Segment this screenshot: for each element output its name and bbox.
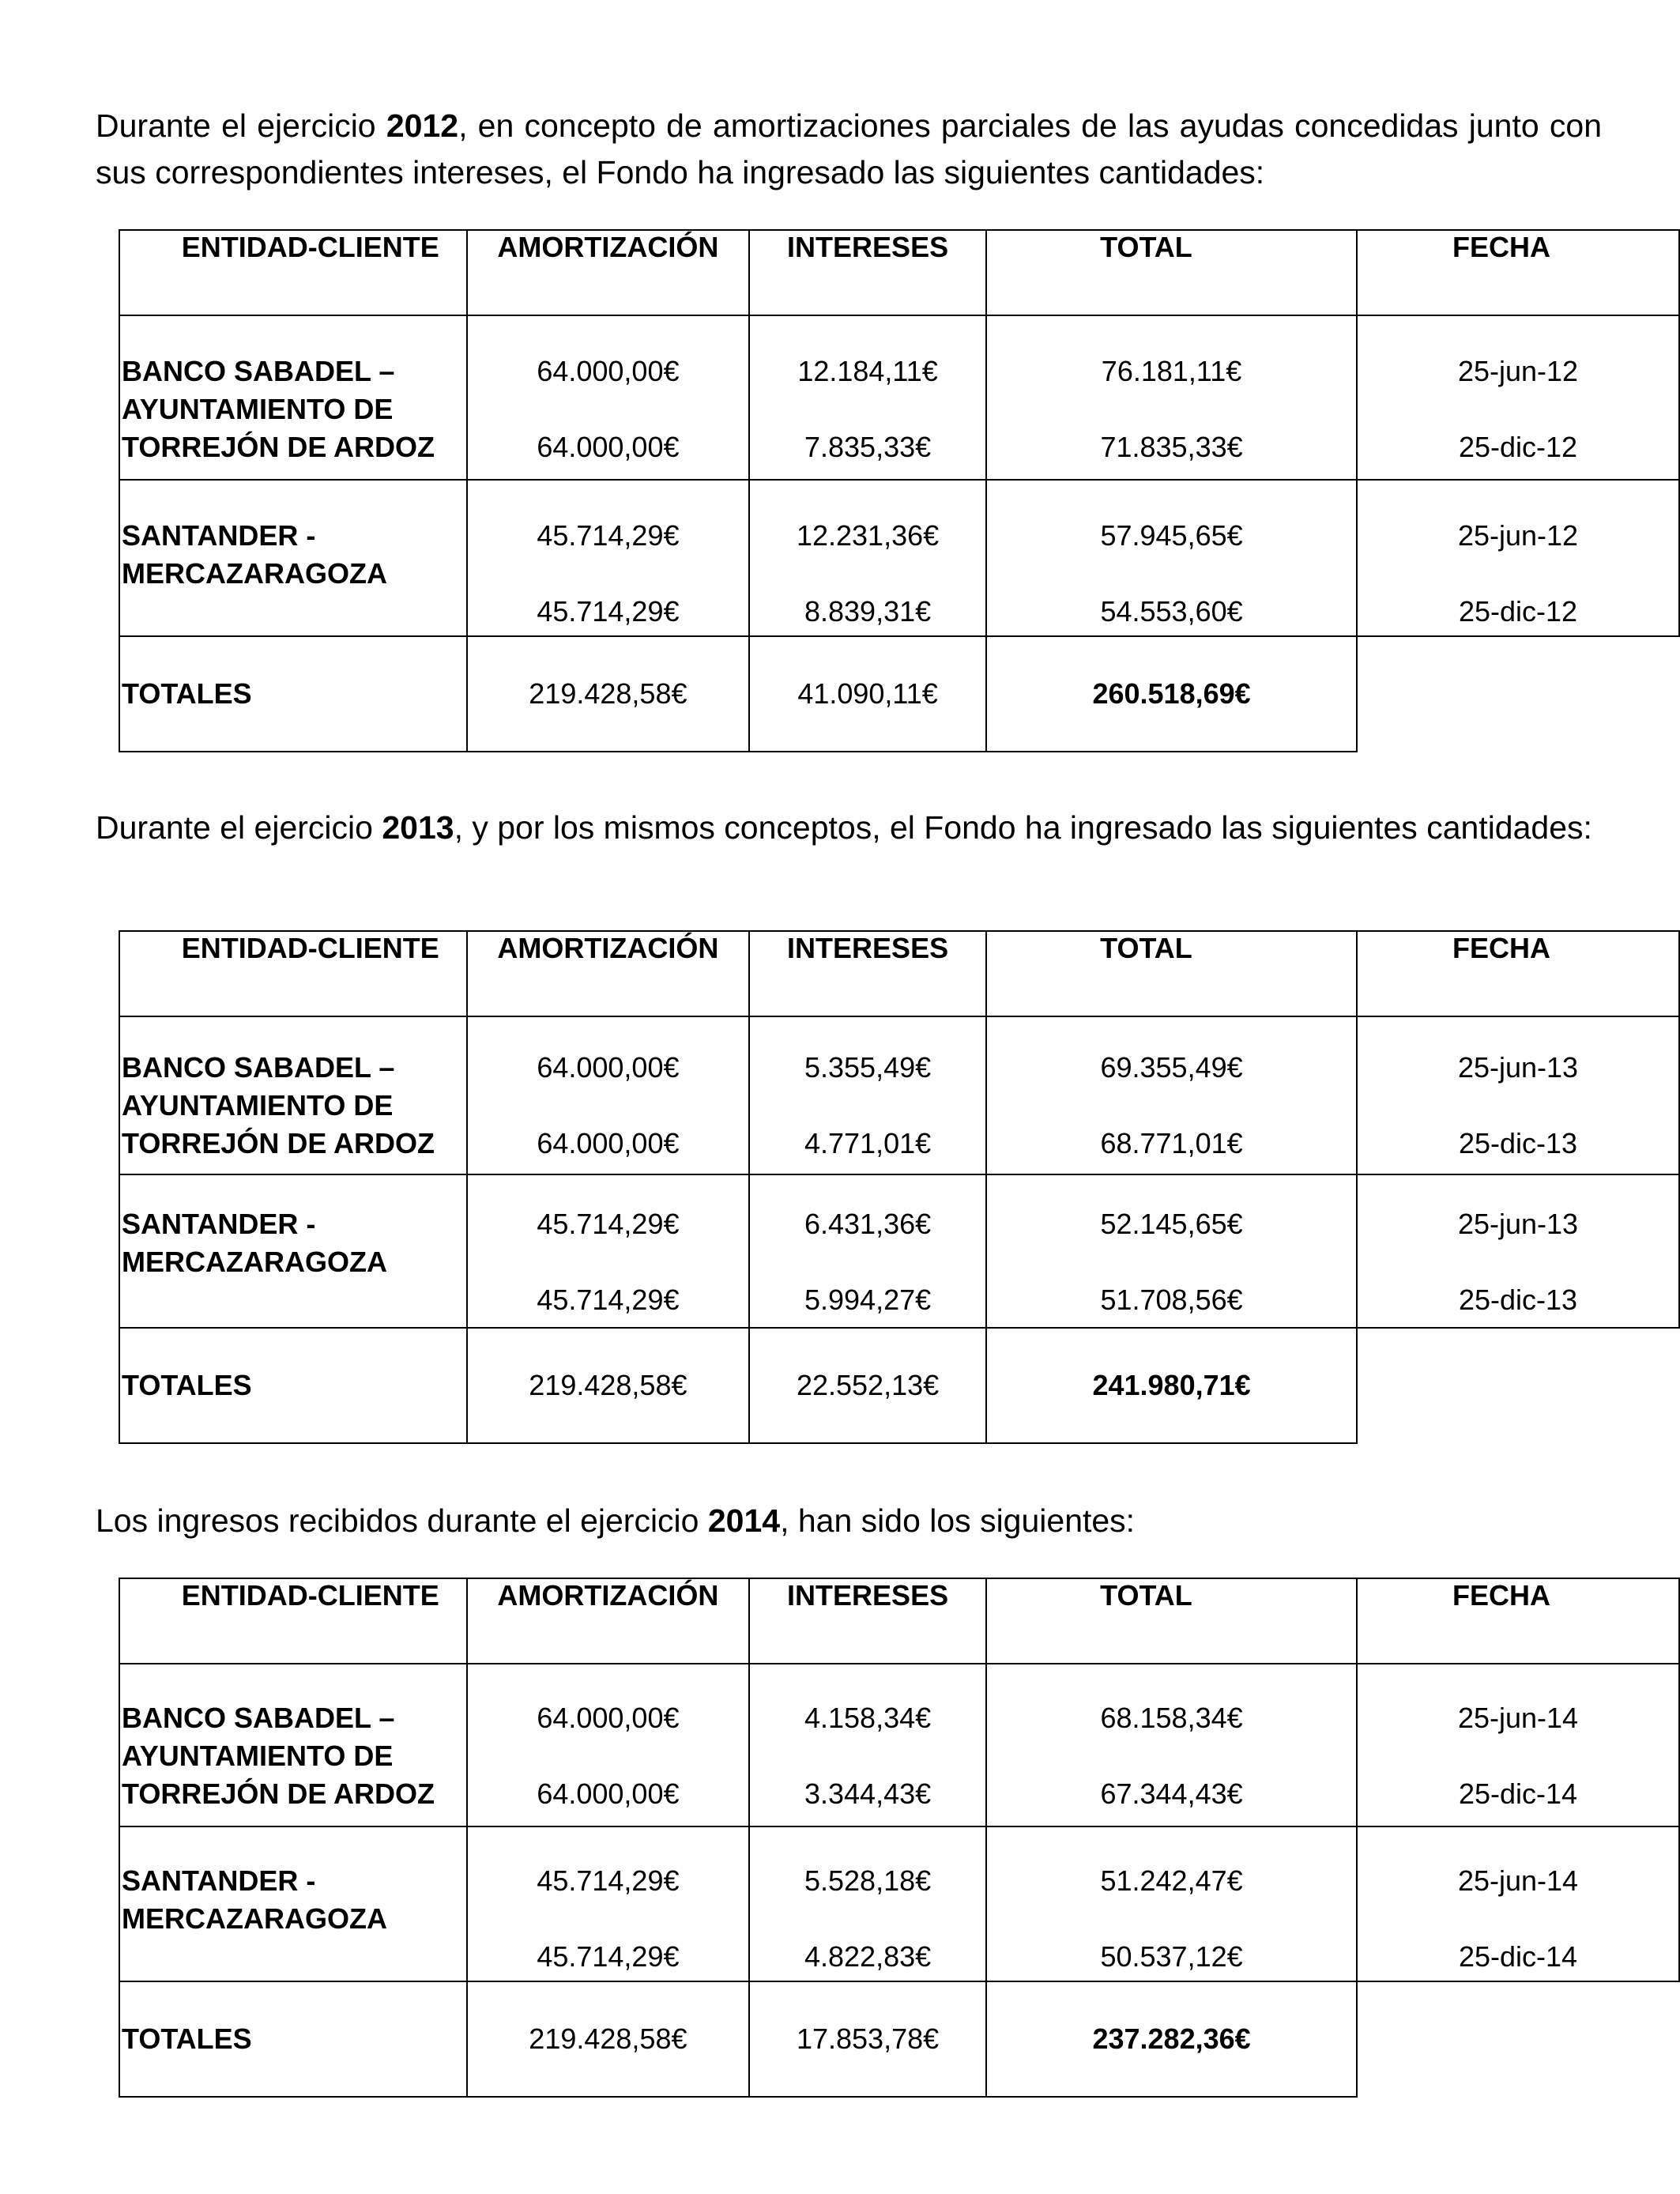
entidad-santander: SANTANDER - MERCAZARAGOZA [119,1826,467,1981]
total-intereses: 17.853,78€ [749,1981,986,2097]
empty-cell [1357,636,1679,752]
total-cell: 57.945,65€ 54.553,60€ [986,480,1357,636]
totales-label: TOTALES [119,1981,467,2097]
intereses-cell: 12.231,36€ 8.839,31€ [749,480,986,636]
fecha-cell: 25-jun-12 25-dic-12 [1357,315,1679,480]
header-entidad: ENTIDAD-CLIENTE [119,1578,467,1664]
year-2012: 2012 [386,107,459,144]
fecha-cell: 25-jun-14 25-dic-14 [1357,1664,1679,1826]
header-fecha: FECHA [1357,230,1679,315]
total-intereses: 22.552,13€ [749,1328,986,1443]
table-row [119,1826,1679,1981]
intereses-cell: 5.528,18€ 4.822,83€ [749,1826,986,1981]
amortizacion-cell: 64.000,00€ 64.000,00€ [467,315,749,480]
table-row [119,1664,1679,1826]
header-intereses: INTERESES [749,931,986,1016]
total-cell: 69.355,49€ 68.771,01€ [986,1016,1357,1174]
entidad-sabadel: BANCO SABADEL – AYUNTAMIENTO DE TORREJÓN DE ARDOZ [119,1664,467,1826]
amortizacion-cell: 64.000,00€ 64.000,00€ [467,1664,749,1826]
total-amortizacion: 219.428,58€ [467,1328,749,1443]
table-2012 [119,229,1680,752]
grand-total: 237.282,36€ [986,1981,1357,2097]
intro-paragraph-2014: Los ingresos recibidos durante el ejercicio 2014, han sido los siguientes: [96,1502,1136,1539]
table-row [119,480,1679,636]
fecha-cell: 25-jun-14 25-dic-14 [1357,1826,1679,1981]
amortizacion-cell: 45.714,29€ 45.714,29€ [467,1826,749,1981]
intereses-cell: 6.431,36€ 5.994,27€ [749,1174,986,1328]
header-amortizacion: AMORTIZACIÓN [467,931,749,1016]
amortizacion-cell: 64.000,00€ 64.000,00€ [467,1016,749,1174]
header-total: TOTAL [986,931,1357,1016]
intro-paragraph-2013: Durante el ejercicio 2013, y por los mismos conceptos, el Fondo ha ingresado las siguientes cantidades: [96,809,1592,846]
grand-total: 241.980,71€ [986,1328,1357,1443]
table-row [119,315,1679,480]
header-row [119,230,1679,315]
empty-cell [1357,1981,1679,2097]
total-amortizacion: 219.428,58€ [467,636,749,752]
header-intereses: INTERESES [749,1578,986,1664]
header-entidad: ENTIDAD-CLIENTE [119,931,467,1016]
totales-label: TOTALES [119,1328,467,1443]
amortizacion-cell: 45.714,29€ 45.714,29€ [467,480,749,636]
header-total: TOTAL [986,1578,1357,1664]
header-intereses: INTERESES [749,230,986,315]
header-amortizacion: AMORTIZACIÓN [467,230,749,315]
table-row [119,1016,1679,1174]
totals-row [119,636,1679,752]
table-2013 [119,930,1680,1444]
intereses-cell: 12.184,11€ 7.835,33€ [749,315,986,480]
total-cell: 52.145,65€ 51.708,56€ [986,1174,1357,1328]
header-row [119,1578,1679,1664]
grand-total: 260.518,69€ [986,636,1357,752]
entidad-santander: SANTANDER - MERCAZARAGOZA [119,1174,467,1328]
entidad-sabadel: BANCO SABADEL – AYUNTAMIENTO DE TORREJÓN DE ARDOZ [119,315,467,480]
table-row [119,1174,1679,1328]
fecha-cell: 25-jun-13 25-dic-13 [1357,1174,1679,1328]
fecha-cell: 25-jun-13 25-dic-13 [1357,1016,1679,1174]
empty-cell [1357,1328,1679,1443]
entidad-sabadel: BANCO SABADEL – AYUNTAMIENTO DE TORREJÓN DE ARDOZ [119,1016,467,1174]
totals-row [119,1328,1679,1443]
totals-row [119,1981,1679,2097]
amortizacion-cell: 45.714,29€ 45.714,29€ [467,1174,749,1328]
total-intereses: 41.090,11€ [749,636,986,752]
header-row [119,931,1679,1016]
fecha-cell: 25-jun-12 25-dic-12 [1357,480,1679,636]
year-2014: 2014 [707,1502,781,1539]
total-cell: 76.181,11€ 71.835,33€ [986,315,1357,480]
intro-paragraph-2012: Durante el ejercicio 2012, en concepto de amortizaciones parciales de las ayudas concedidas junto con sus correspondientes intereses, el Fondo ha ingresado las siguientes cantidades: [96,107,1602,190]
total-cell: 51.242,47€ 50.537,12€ [986,1826,1357,1981]
total-amortizacion: 219.428,58€ [467,1981,749,2097]
header-amortizacion: AMORTIZACIÓN [467,1578,749,1664]
intereses-cell: 4.158,34€ 3.344,43€ [749,1664,986,1826]
table-2014 [119,1578,1680,2098]
header-fecha: FECHA [1357,931,1679,1016]
total-cell: 68.158,34€ 67.344,43€ [986,1664,1357,1826]
totales-label: TOTALES [119,636,467,752]
header-total: TOTAL [986,230,1357,315]
intereses-cell: 5.355,49€ 4.771,01€ [749,1016,986,1174]
header-fecha: FECHA [1357,1578,1679,1664]
entidad-santander: SANTANDER - MERCAZARAGOZA [119,480,467,636]
year-2013: 2013 [382,809,454,846]
header-entidad: ENTIDAD-CLIENTE [119,230,467,315]
